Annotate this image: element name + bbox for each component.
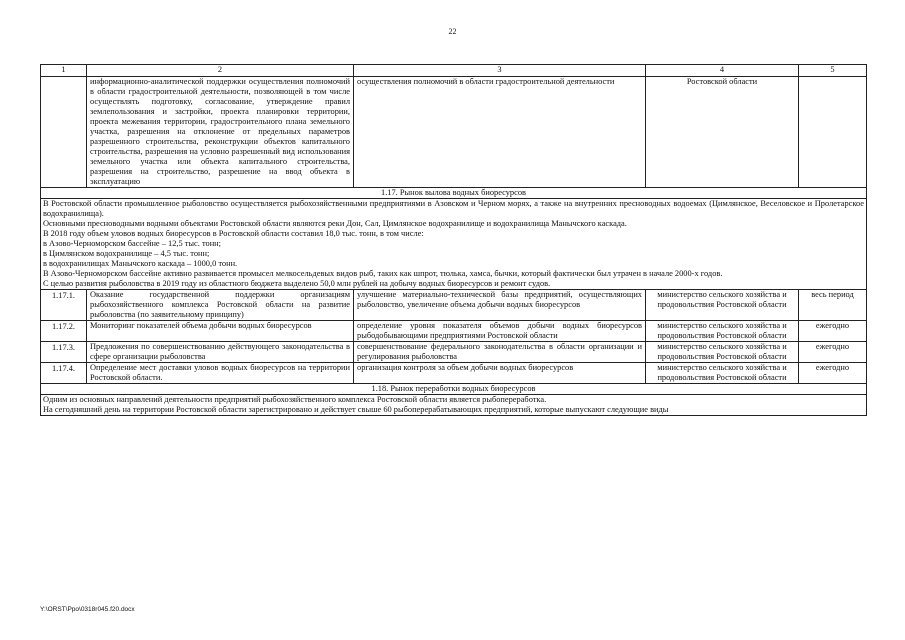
section-heading-row xyxy=(41,384,867,395)
paragraph: В 2018 году объем уловов водных биоресурсов в Ростовской области составил 18,0 тыс. тонн, в том числе: xyxy=(43,229,424,238)
row-executor: министерство сельского хозяйства и продовольствия Ростовской области xyxy=(646,342,799,363)
paragraph: С целью развития рыболовства в 2019 году из областного бюджета выделено 50,0 млн рублей на добычу водных биоресурсов и ремонт судов. xyxy=(43,279,551,288)
row-term: ежегодно xyxy=(799,342,867,363)
row-number: 1.17.2. xyxy=(41,321,87,342)
row-task: Оказание государственной поддержки организациям рыбохозяйственного комплекса Ростовской области на развитие рыболовства (по заявительному принципу) xyxy=(87,290,354,321)
row-term: весь период xyxy=(799,290,867,321)
section-text-row xyxy=(41,395,867,416)
page-number: 22 xyxy=(448,27,457,36)
row-term: ежегодно xyxy=(799,321,867,342)
table-row xyxy=(41,363,867,384)
section-heading-row xyxy=(41,188,867,199)
measures-table xyxy=(40,64,867,416)
row-executor: министерство сельского хозяйства и продовольствия Ростовской области xyxy=(646,363,799,384)
row-number: 1.17.1. xyxy=(41,290,87,321)
table-row xyxy=(41,342,867,363)
section-text-row xyxy=(41,199,867,290)
col-header-2: 2 xyxy=(87,65,354,77)
col-header-4: 4 xyxy=(646,65,799,77)
continued-term-cell xyxy=(799,77,867,188)
section-118-title: 1.18. Рынок переработки водных биоресурсов xyxy=(41,384,867,395)
row-executor: министерство сельского хозяйства и продовольствия Ростовской области xyxy=(646,290,799,321)
section-117-title: 1.17. Рынок вылова водных биоресурсов xyxy=(41,188,867,199)
paragraph: На сегодняшний день на территории Ростовской области зарегистрировано и действует свыше 60 рыбоперерабатывающих предприятий, которые выпускают следующие виды xyxy=(43,405,669,414)
row-number: 1.17.4. xyxy=(41,363,87,384)
table-row xyxy=(41,321,867,342)
row-result: определение уровня показателя объемов добычи водных биоресурсов рыбодобывающими предприятиями Ростовской области xyxy=(354,321,646,342)
row-result: улучшение материально-технической базы предприятий, осуществляющих рыболовство, увеличение объема добычи водных биоресурсов xyxy=(354,290,646,321)
row-number: 1.17.3. xyxy=(41,342,87,363)
row-task: Мониторинг показателей объема добычи водных биоресурсов xyxy=(87,321,354,342)
row-executor: министерство сельского хозяйства и продовольствия Ростовской области xyxy=(646,321,799,342)
row-task: Предложения по совершенствованию действующего законодательства в сфере организации рыболовства xyxy=(87,342,354,363)
table-row xyxy=(41,290,867,321)
paragraph: в Цимлянском водохранилище – 4,5 тыс. тонн; xyxy=(43,249,210,258)
col-header-1: 1 xyxy=(41,65,87,77)
continued-result-cell: осуществления полномочий в области градостроительной деятельности xyxy=(354,77,646,188)
paragraph: в водохранилищах Манычского каскада – 1000,0 тонн. xyxy=(43,259,238,268)
paragraph: Основными пресноводными водными объектами Ростовской области являются реки Дон, Сал, Цимлянское водохранилище и водохранилища Манычского каскада. xyxy=(43,219,627,228)
section-117-text xyxy=(41,199,867,290)
column-number-row xyxy=(41,65,867,77)
paragraph: Одним из основных направлений деятельности предприятий рыбохозяйственного комплекса Ростовской области является рыбопереработка. xyxy=(43,395,547,404)
col-header-5: 5 xyxy=(799,65,867,77)
section-118-text xyxy=(41,395,867,416)
continued-row xyxy=(41,77,867,188)
continued-num-cell xyxy=(41,77,87,188)
row-result: организация контроля за объем добычи водных биоресурсов xyxy=(354,363,646,384)
col-header-3: 3 xyxy=(354,65,646,77)
file-path-footer: Y:\ORST\Ppo\0318r045.f20.docx xyxy=(40,606,135,613)
continued-task-cell: информационно-аналитической поддержки осуществления полномочий в области градостроительной деятельности, позволяющей в том числе осуществлять подготовку, согласование, утверждение правил землепользования и застройки, проекта планировки территории, проекта межевания территории, градостроительного плана земельного участка, разрешения на отклонение от предельных параметров разрешенного строительства, реконструкции объектов капитального строительства, разрешения на условно разрешенный вид использования земельного участка или объекта капитального строительства, разрешения на строительство, разрешение на ввод объекта в эксплуатацию xyxy=(87,77,354,188)
row-term: ежегодно xyxy=(799,363,867,384)
row-result: совершенствование федерального законодательства в области организации и регулирования рыболовства xyxy=(354,342,646,363)
paragraph: В Азово-Черноморском бассейне активно развивается промысел мелкосельдевых видов рыб, таких как шпрот, тюлька, хамса, бычки, который фактически был утрачен в начале 2000-х годов. xyxy=(43,269,723,278)
continued-executor-cell: Ростовской области xyxy=(646,77,799,188)
paragraph: В Ростовской области промышленное рыболовство осуществляется рыбохозяйственными предприятиями в Азовском и Черном морях, а также на внутренних пресноводных водоемах (Цимлянское, Веселовское и Пролетарское водохранилища). xyxy=(43,199,864,218)
paragraph: в Азово-Черноморском бассейне – 12,5 тыс. тонн; xyxy=(43,239,221,248)
row-task: Определение мест доставки уловов водных биоресурсов на территории Ростовской области. xyxy=(87,363,354,384)
